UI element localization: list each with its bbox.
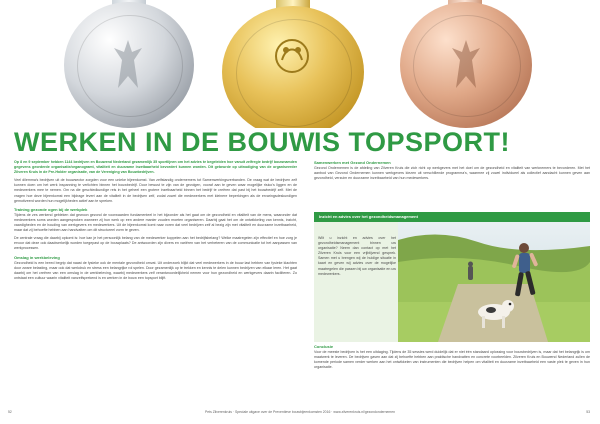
goddess-figure-icon [446, 36, 486, 92]
page-title [0, 128, 600, 156]
runner-dog-illustration [398, 222, 590, 342]
footer-publication: Pets Zilverenkruis · Speciale uitgave over de Preventieve bouwbijeenkomsten 2016 · www.zilverenkruis.nl/gezondondernemen [205, 410, 395, 414]
title-part-2: IS TOPSPORT! [314, 127, 511, 157]
paragraph: Gezondheid is een breed begrip dat naast de fysieke ook de mentale gezondheid omvat. Uit onderzoek blijkt dat veel medewerkers in de bouw last hebben van fysieke klachten door zware belasting, maar ook dat werkdruk en stress een belangrijke rol spelen. Door gezamenlijk op te trekken en kennis te delen kunnen bedrijven van elkaar leren. Het gaat daarbij om het creëren van een omslag in de werkbeleving, waarbij medewerkers zelf verantwoordelijkheid nemen voor hun gezondheid en werkgevers daarin faciliteren. Zo ontstaat een cultuur waarin vitaliteit vanzelfsprekend is en werken in de bouw een topsport blijft. [14, 260, 297, 280]
bronze-medal [400, 2, 532, 128]
subheading: Conclusie [314, 344, 334, 349]
rio-logo-icon [272, 36, 312, 76]
intro-lead: Op 8 en 9 september hebben 1144 bedrijven en Bouwend Nederland gezamenlijk 35 sportlijnen om het advies te begeleiden hoe vanuit zelfregie bedrijf bouwnamden gegevens georderde organisatie/organogramt, vitaliteit en duurzame inzetbaarheid bevordert kunnen worden. Dit gebeurde op uitnodiging van de organiseerder Zilveren Kruis in de Pre-Holder organisatie, van de Vereniging van Bouwbedrijven. [14, 160, 297, 175]
page-footer [0, 410, 600, 420]
subheading: Omslag in werkbeleving [14, 254, 60, 260]
subheading: Samenwerken met Gezond Ondernemen [314, 160, 391, 165]
subheading: Training gezonde ogen bij de werkplek [14, 206, 88, 212]
silver-medal [64, 2, 194, 128]
paragraph: Gezond Ondernemen is de afdeling van Zilveren Kruis die zich richt op werkgevers met het doel om de gezondheid en vitaliteit van werknemers te bevorderen. Met het aanbod van Gezond Ondernemen kunnen werkgevers kiezen uit verschillende programma's, waarmee zij zowel individueel als collectief aandacht kunnen geven aan gezondheid, verzuim en duurzame inzetbaarheid van hun medewerkers. [314, 166, 590, 181]
info-box-title: Inzicht en advies over het gezondheidsmanagement [314, 212, 590, 222]
medals-photo [0, 0, 600, 128]
paragraph: Tijdens de zes werkend gebleken dat gewoon gezond de voorwaarden fundamenteel in het bijzonder als het gaat om de gezondheid en vitaliteit van de mens, waaronder dat medewerkers soms worden aangesproken wanneer zij hun werk op een andere manier zouden moeten organiseren. Daarbij gaat het om de ontwikkeling van kennis, inzicht, vaardigheden en de houding van werkgevers en medewerkers. Uit de bijeenkomst komt naar voren dat veel bedrijven zelf al bezig zijn met vitaliteit en duurzame inzetbaarheid, maar dat zij behoefte hebben aan handvatten om dit structureel vorm te geven. [14, 212, 297, 233]
right-column-bottom [314, 344, 590, 373]
info-box [314, 212, 398, 342]
title-part-1: WERKEN IN DE BOUW [14, 127, 315, 157]
paragraph: Voor de meeste bedrijven is het een uitdaging. Tijdens de 35 sessies werd duidelijk dat er niet één standaard oplossing voor bouwbedrijven is, maar dat het belangrijk is om maatwerk te leveren. De bedrijven gaven aan dat zij behoefte hebben aan praktische handvatten en concrete voorbeelden. Zilveren Kruis en Bouwend Nederland zullen de komende periode samen verder werken aan het ontwikkelen van instrumenten die bedrijven helpen om vitaliteit en duurzame inzetbaarheid een vaste plek te geven in hun organisatie. [314, 350, 590, 370]
right-column-top [314, 160, 590, 184]
left-column [14, 160, 297, 284]
gold-medal [222, 6, 364, 128]
runner-photo [398, 222, 590, 342]
page-number-left: 52 [8, 410, 12, 414]
info-box-text: Wilt u inzicht en advies over het gezondheidsmanagement binnen uw organisatie? Neem dan contact op met het Zilveren Kruis voor een vrijblijvend gesprek. Samen met u brengen wij de huidige situatie in kaart en geven wij advies over de mogelijke maatregelen die passen bij uw organisatie en uw medewerkers. [318, 236, 396, 276]
paragraph: De centrale vraag die daarbij opkomt is: hoe kan je het persoonlijk belang van de medewerker koppelen aan het bedrijfsbelang? Welke maatregelen zijn effectief en hoe zorg je ervoor dat deze ook daadwerkelijk worden toegepast op de bouwplaats? De antwoorden zijn divers en variëren van het verbeteren van de communicatie tot het aanpassen van werkprocessen. [14, 236, 297, 251]
goddess-figure-icon [108, 36, 148, 92]
page-number-right: 53 [586, 410, 590, 414]
paragraph: Veel dilemma's bedrijven uit de bouwsector zorgden voor een unieke bijeenkomst. Van zelfstandig ondernemers tot Samenwerkingsverbanden. De vraag wat de bedrijven zelf kunnen doen om het werk inspanning te verlichten binnen het bouwbedrijf. Door bewust te zijn van de gevolgen, vooraf aan te geven waar mogelijke risico's liggen en de medewerkers mee te nemen. Om na die geschiedkundige reis in het geheel een grotere inzetbaarheid binnen het bedrijf te creëren dat past bij het bouwbedrijf zelf. Met de vragen hoe deze bijeenkomst een bijdrage levert aan de vitaliteit in de bedrijven zelf, zodat zowel die medewerkers met kleinere beperkingen als de ervaringsdeskundigen gemotiveerd worden hun mogelijkheden actief aan te spreken. [14, 178, 297, 203]
